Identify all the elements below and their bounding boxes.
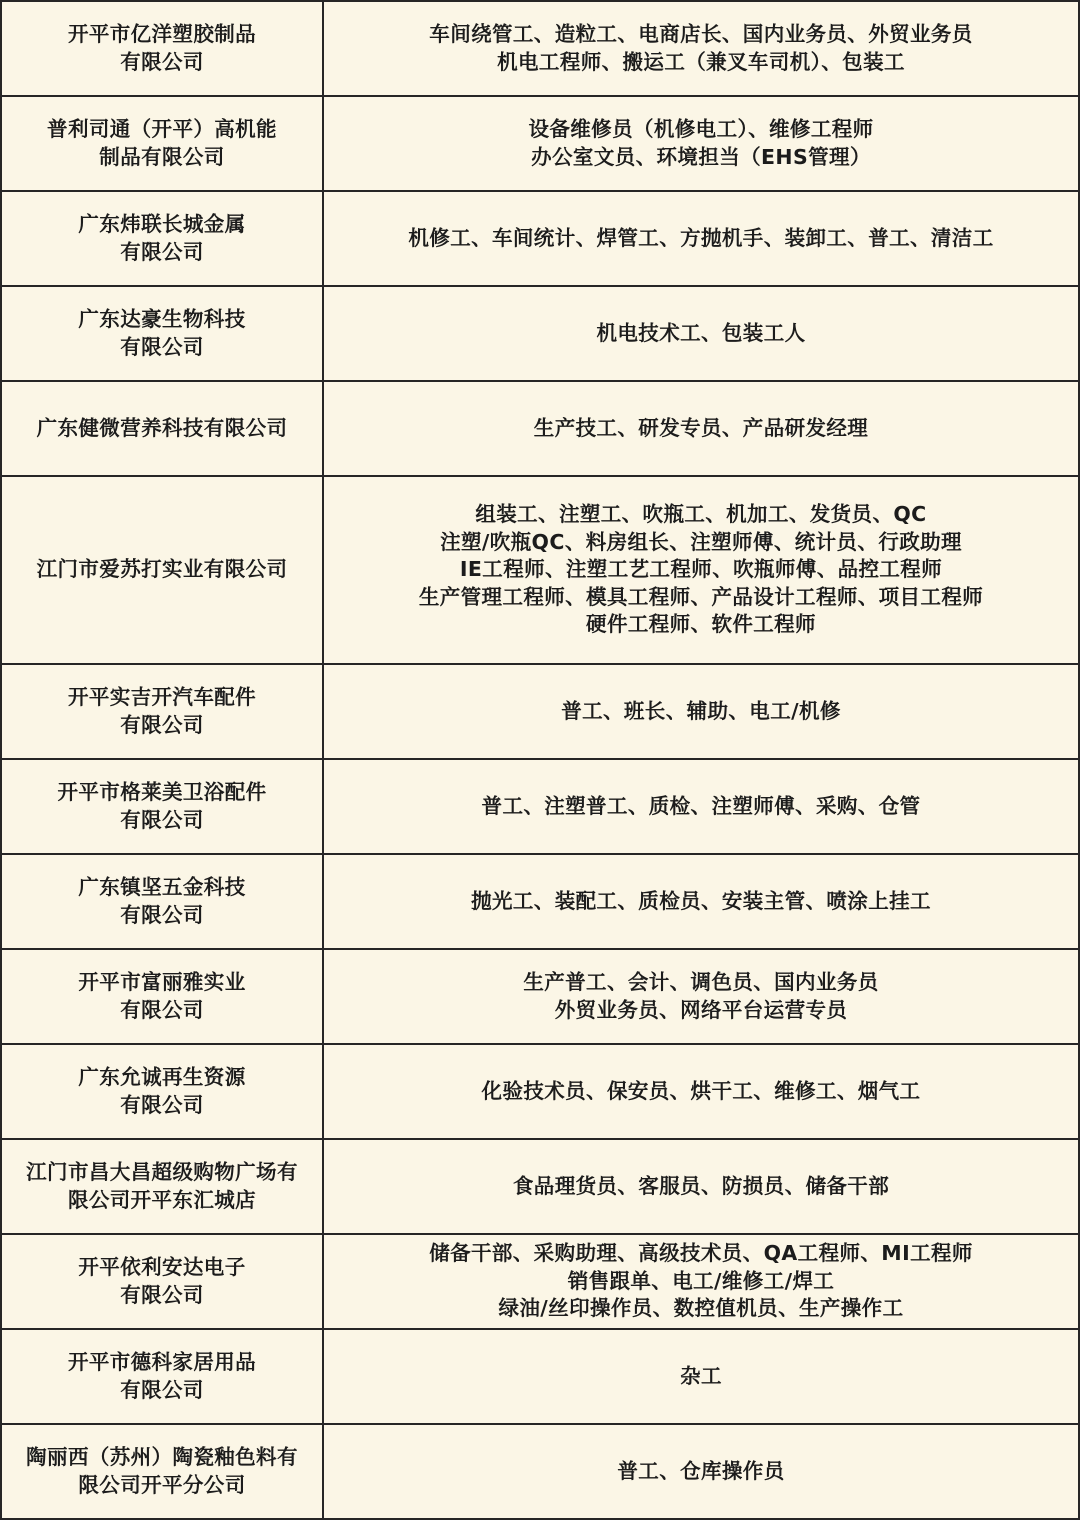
company-cell [2, 1045, 324, 1138]
company-name: 开平依利安达电子 有限公司 [78, 1255, 246, 1307]
table-row [2, 382, 1080, 477]
jobs-cell [324, 1045, 1080, 1138]
company-name: 陶丽西（苏州）陶瓷釉色料有 限公司开平分公司 [26, 1445, 298, 1497]
company-name: 开平市德科家居用品 有限公司 [67, 1350, 257, 1402]
job-list: 食品理货员、客服员、防损员、储备干部 [512, 1173, 890, 1198]
job-list: 机修工、车间统计、焊管工、方抛机手、装卸工、普工、清洁工 [408, 225, 994, 250]
company-cell [2, 1425, 324, 1518]
table-row [2, 665, 1080, 760]
jobs-cell [324, 477, 1080, 663]
table-row [2, 1235, 1080, 1330]
job-list: 普工、注塑普工、质检、注塑师傅、采购、仓管 [481, 793, 921, 818]
table-row [2, 97, 1080, 192]
table-row [2, 192, 1080, 287]
table-row [2, 760, 1080, 855]
company-name: 开平市亿洋塑胶制品 有限公司 [67, 22, 257, 74]
table-row [2, 950, 1080, 1045]
company-cell [2, 2, 324, 95]
company-cell [2, 382, 324, 475]
job-list: 抛光工、装配工、质检员、安装主管、喷涂上挂工 [471, 888, 931, 913]
company-cell [2, 760, 324, 853]
table-row [2, 2, 1080, 97]
company-cell [2, 1235, 324, 1328]
company-name: 开平实吉开汽车配件 有限公司 [67, 685, 257, 737]
company-name: 广东健微营养科技有限公司 [36, 415, 288, 440]
jobs-cell [324, 760, 1080, 853]
company-cell [2, 97, 324, 190]
jobs-cell [324, 192, 1080, 285]
company-cell [2, 477, 324, 663]
job-list: 生产普工、会计、调色员、国内业务员 外贸业务员、网络平台运营专员 [523, 970, 879, 1022]
company-name: 江门市爱苏打实业有限公司 [36, 557, 288, 582]
company-cell [2, 950, 324, 1043]
jobs-cell [324, 855, 1080, 948]
company-name: 江门市昌大昌超级购物广场有 限公司开平东汇城店 [26, 1160, 298, 1212]
table-row [2, 287, 1080, 382]
jobs-cell [324, 1140, 1080, 1233]
job-list: 储备干部、采购助理、高级技术员、QA工程师、MI工程师 销售跟单、电工/维修工/焊工 绿油/丝印操作员、数控值机员、生产操作工 [429, 1241, 973, 1321]
company-cell [2, 855, 324, 948]
jobs-cell [324, 287, 1080, 380]
jobs-cell [324, 382, 1080, 475]
job-list: 机电技术工、包装工人 [596, 320, 806, 345]
company-name: 开平市格莱美卫浴配件 有限公司 [57, 780, 267, 832]
jobs-cell [324, 97, 1080, 190]
job-list: 普工、仓库操作员 [617, 1458, 785, 1483]
company-name: 广东达豪生物科技 有限公司 [78, 307, 246, 359]
job-list: 设备维修员（机修电工）、维修工程师 办公室文员、环境担当（EHS管理） [528, 117, 874, 169]
jobs-cell [324, 665, 1080, 758]
company-name: 广东炜联长城金属 有限公司 [78, 212, 246, 264]
jobs-cell [324, 1330, 1080, 1423]
job-list: 杂工 [680, 1363, 722, 1388]
table-row [2, 1045, 1080, 1140]
job-list: 化验技术员、保安员、烘干工、维修工、烟气工 [481, 1078, 921, 1103]
jobs-cell [324, 950, 1080, 1043]
company-name: 开平市富丽雅实业 有限公司 [78, 970, 246, 1022]
table-row [2, 477, 1080, 665]
company-cell [2, 1330, 324, 1423]
company-cell [2, 665, 324, 758]
company-cell [2, 192, 324, 285]
job-list: 车间绕管工、造粒工、电商店长、国内业务员、外贸业务员 机电工程师、搬运工（兼叉车司机）、包装工 [429, 22, 973, 74]
jobs-cell [324, 2, 1080, 95]
jobs-cell [324, 1235, 1080, 1328]
company-name: 广东镇坚五金科技 有限公司 [78, 875, 246, 927]
table-row [2, 855, 1080, 950]
job-list: 生产技工、研发专员、产品研发经理 [533, 415, 869, 440]
job-list: 组装工、注塑工、吹瓶工、机加工、发货员、QC 注塑/吹瓶QC、料房组长、注塑师傅、统计员、行政助理 IE工程师、注塑工艺工程师、吹瓶师傅、品控工程师 生产管理工程师、模具工程师、产品设计工程师、项目工程师 硬件工程师、软件工程师 [418, 502, 984, 637]
job-list: 普工、班长、辅助、电工/机修 [561, 698, 841, 723]
table-row [2, 1140, 1080, 1235]
table-row [2, 1330, 1080, 1425]
company-name: 普利司通（开平）高机能 制品有限公司 [47, 117, 277, 169]
jobs-cell [324, 1425, 1080, 1518]
company-cell [2, 1140, 324, 1233]
company-name: 广东允诚再生资源 有限公司 [78, 1065, 246, 1117]
company-cell [2, 287, 324, 380]
table-row [2, 1425, 1080, 1520]
